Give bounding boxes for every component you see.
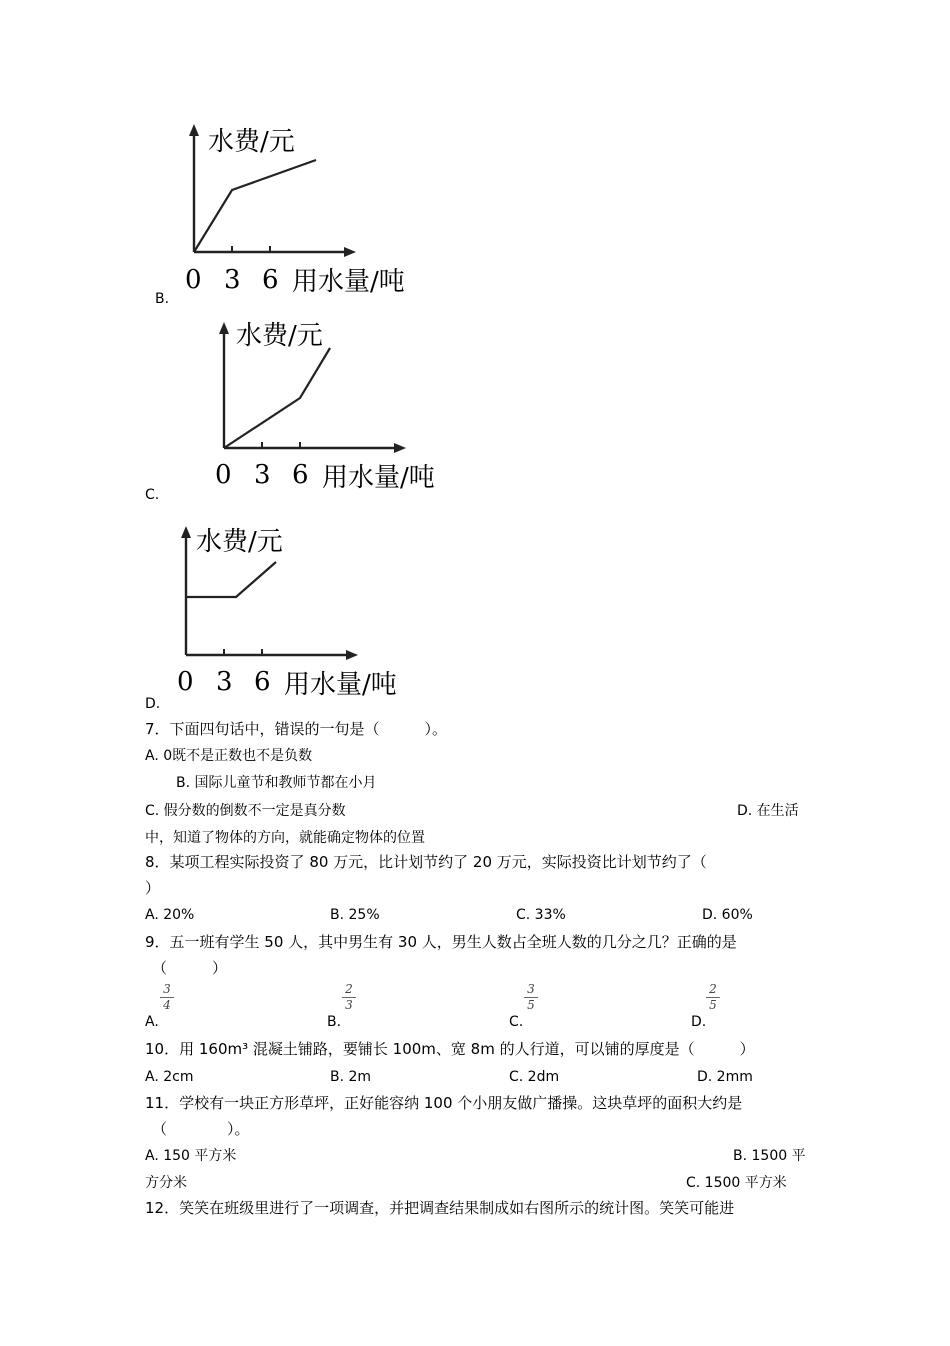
question-9-option-b-label: B. bbox=[327, 1014, 342, 1030]
question-8-stem-cont: ） bbox=[145, 879, 161, 897]
question-7-option-a: A. 0既不是正数也不是负数 bbox=[145, 748, 313, 764]
tick-0: 0 bbox=[185, 265, 202, 295]
question-7-stem: 7．下面四句话中，错误的一句是（ ）。 bbox=[145, 720, 448, 738]
x-axis-label: 用水量/吨 bbox=[284, 670, 397, 700]
question-10-option-d: D. 2mm bbox=[697, 1069, 753, 1085]
x-axis-label: 用水量/吨 bbox=[322, 463, 435, 493]
question-9-option-b-fraction bbox=[342, 983, 356, 1012]
fraction-denominator: 5 bbox=[709, 998, 717, 1012]
y-axis-label: 水费/元 bbox=[236, 321, 323, 351]
fraction-numerator: 2 bbox=[709, 982, 717, 996]
question-11-option-a: A. 150 平方米 bbox=[145, 1148, 237, 1164]
tick-0: 0 bbox=[215, 460, 232, 490]
option-d-graph bbox=[172, 520, 442, 700]
question-7-option-d-line2: 中，知道了物体的方向，就能确定物体的位置 bbox=[145, 830, 425, 846]
question-10-option-b: B. 2m bbox=[330, 1069, 372, 1085]
y-axis-label: 水费/元 bbox=[208, 127, 295, 157]
option-b-graph bbox=[180, 120, 450, 300]
question-9-stem-cont: （ ） bbox=[152, 959, 228, 977]
question-8-stem: 8．某项工程实际投资了 80 万元，比计划节约了 20 万元，实际投资比计划节约了（ bbox=[145, 853, 707, 871]
question-9-option-a-label: A. bbox=[145, 1014, 159, 1030]
question-9-option-a-fraction bbox=[160, 983, 174, 1012]
question-11-option-c: C. 1500 平方米 bbox=[686, 1175, 787, 1191]
question-8-option-d: D. 60% bbox=[702, 907, 753, 923]
question-8-option-a: A. 20% bbox=[145, 907, 195, 923]
question-9-option-c-label: C. bbox=[509, 1014, 524, 1030]
tick-3: 3 bbox=[254, 460, 271, 490]
question-9-option-c-fraction bbox=[524, 983, 538, 1012]
question-10-option-a: A. 2cm bbox=[145, 1069, 194, 1085]
question-9-stem: 9．五一班有学生 50 人，其中男生有 30 人，男生人数占全班人数的几分之几？正确的是 bbox=[145, 933, 737, 951]
question-9-option-d-fraction bbox=[706, 983, 720, 1012]
option-c-graph bbox=[210, 318, 480, 498]
fraction-denominator: 3 bbox=[345, 998, 353, 1012]
fraction-numerator: 2 bbox=[345, 982, 353, 996]
question-8-option-b: B. 25% bbox=[330, 907, 380, 923]
question-11-option-b-line2: 方分米 bbox=[145, 1175, 187, 1191]
option-d-label: D. bbox=[145, 696, 161, 712]
fraction-numerator: 3 bbox=[527, 982, 535, 996]
question-8-option-c: C. 33% bbox=[516, 907, 566, 923]
option-b-label: B. bbox=[155, 291, 170, 307]
question-10-option-c: C. 2dm bbox=[509, 1069, 560, 1085]
question-7-option-c: C. 假分数的倒数不一定是真分数 bbox=[145, 803, 346, 819]
tick-6: 6 bbox=[262, 265, 279, 295]
fraction-denominator: 4 bbox=[163, 998, 171, 1012]
tick-0: 0 bbox=[177, 667, 194, 697]
question-11-stem: 11．学校有一块正方形草坪，正好能容纳 100 个小朋友做广播操。这块草坪的面积大约是 bbox=[145, 1094, 743, 1112]
question-7-option-d-line1: D. 在生活 bbox=[737, 803, 799, 819]
tick-6: 6 bbox=[254, 667, 271, 697]
option-c-label: C. bbox=[145, 487, 160, 503]
y-axis-label: 水费/元 bbox=[196, 527, 283, 557]
fraction-numerator: 3 bbox=[163, 982, 171, 996]
tick-6: 6 bbox=[292, 460, 309, 490]
question-10-stem: 10．用 160m³ 混凝土铺路，要铺长 100m、宽 8m 的人行道，可以铺的厚度是（ ） bbox=[145, 1040, 755, 1058]
fraction-denominator: 5 bbox=[527, 998, 535, 1012]
tick-3: 3 bbox=[216, 667, 233, 697]
question-7-option-b: B. 国际儿童节和教师节都在小月 bbox=[176, 775, 377, 791]
x-axis-label: 用水量/吨 bbox=[292, 267, 405, 297]
question-11-option-b-line1: B. 1500 平 bbox=[733, 1148, 806, 1164]
question-12-stem: 12．笑笑在班级里进行了一项调查，并把调查结果制成如右图所示的统计图。笑笑可能进 bbox=[145, 1199, 735, 1217]
question-9-option-d-label: D. bbox=[691, 1014, 707, 1030]
tick-3: 3 bbox=[224, 265, 241, 295]
question-11-stem-cont: （ ）。 bbox=[152, 1120, 250, 1138]
